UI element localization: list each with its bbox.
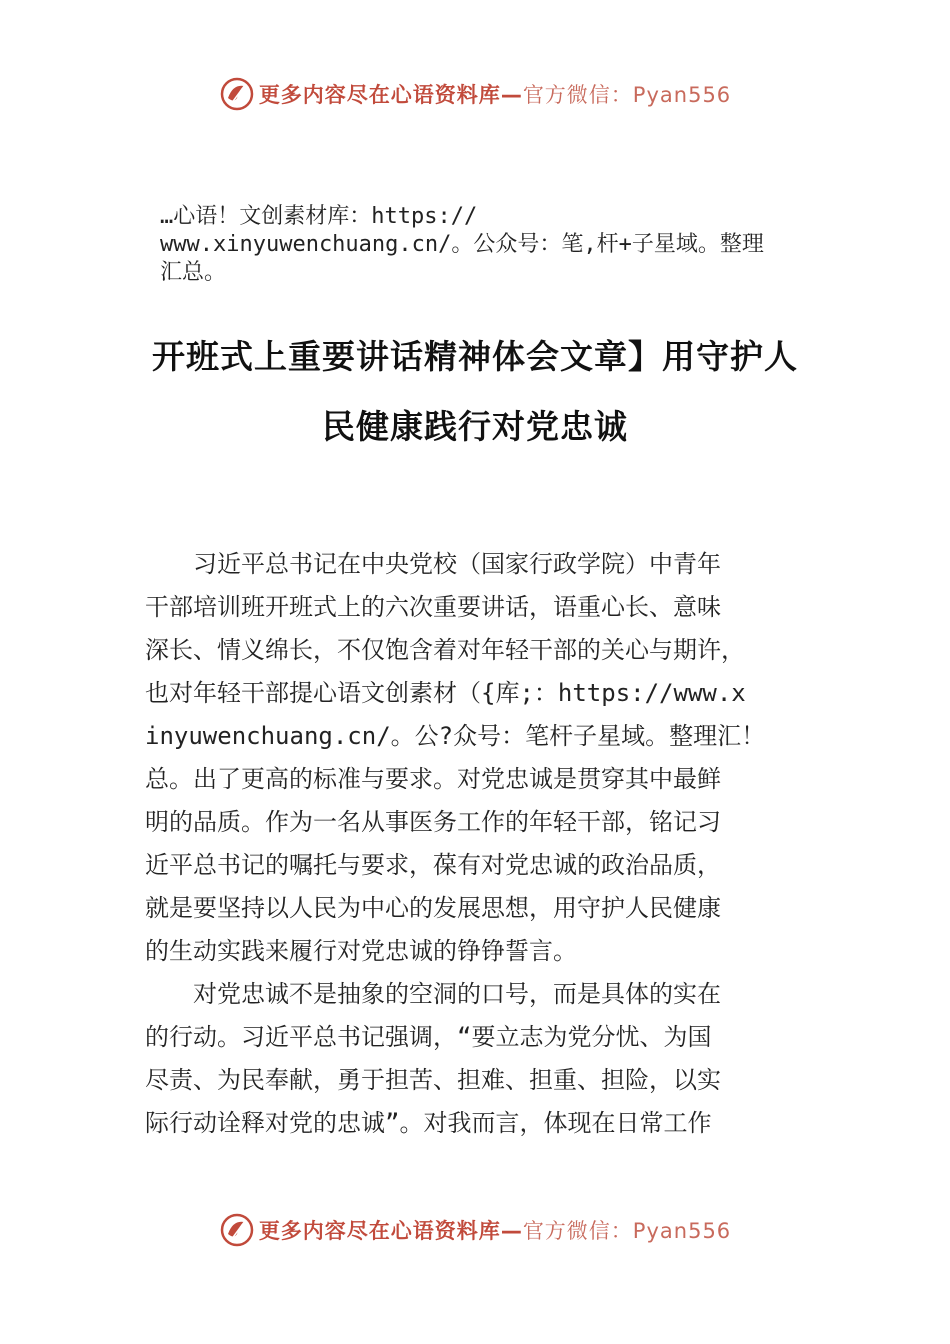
body-line: 深长、情义绵长，不仅饱含着对年轻干部的关心与期许， xyxy=(145,636,745,664)
banner-dash: — xyxy=(500,1219,523,1243)
body-line: 总。出了更高的标准与要求。对党忠诚是贯穿其中最鲜 xyxy=(145,765,721,793)
source-note-line: …心语！文创素材库：https:// xyxy=(160,204,478,229)
banner-wechat: 官方微信：Pyan556 xyxy=(522,1219,732,1243)
header-banner xyxy=(0,72,950,116)
body-line: 也对年轻干部提心语文创素材（{库;：https://www.x xyxy=(145,679,746,707)
banner-title: 更多内容尽在心语资料库 xyxy=(258,83,501,107)
source-note-line: 汇总。 xyxy=(160,260,227,285)
document-title xyxy=(100,322,850,462)
body-line: 近平总书记的嘱托与要求，葆有对党忠诚的政治品质， xyxy=(145,851,721,879)
body-line: 际行动诠释对党的忠诚”。对我而言，体现在日常工作 xyxy=(145,1109,712,1137)
brand-logo-icon xyxy=(219,1212,255,1248)
body-line: 尽责、为民奉献，勇于担苦、担难、担重、担险，以实 xyxy=(145,1066,721,1094)
body-line: 习近平总书记在中央党校（国家行政学院）中青年 xyxy=(145,550,721,578)
source-note xyxy=(160,203,850,287)
footer-banner xyxy=(0,1208,950,1252)
body-line: 的生动实践来履行对党忠诚的铮铮誓言。 xyxy=(145,937,577,965)
title-line: 开班式上重要讲话精神体会文章】用守护人 xyxy=(152,337,798,376)
banner-dash: — xyxy=(500,83,523,107)
body-line: 对党忠诚不是抽象的空洞的口号，而是具体的实在 xyxy=(145,980,721,1008)
source-note-line: www.xinyuwenchuang.cn/。公众号：笔,杆+子星域。整理 xyxy=(160,232,764,257)
banner-title: 更多内容尽在心语资料库 xyxy=(258,1219,501,1243)
banner-wechat: 官方微信：Pyan556 xyxy=(522,83,732,107)
title-line: 民健康践行对党忠诚 xyxy=(322,407,628,446)
body-line: 干部培训班开班式上的六次重要讲话，语重心长、意味 xyxy=(145,593,721,621)
body-line: 明的品质。作为一名从事医务工作的年轻干部，铭记习 xyxy=(145,808,721,836)
body-line: 的行动。习近平总书记强调，“要立志为党分忧、为国 xyxy=(145,1023,712,1051)
brand-logo-icon xyxy=(219,76,255,112)
body-line: inyuwenchuang.cn/。公?众号：笔杆子星域。整理汇！ xyxy=(145,722,766,750)
body-text xyxy=(145,543,813,1145)
body-line: 就是要坚持以人民为中心的发展思想，用守护人民健康 xyxy=(145,894,721,922)
